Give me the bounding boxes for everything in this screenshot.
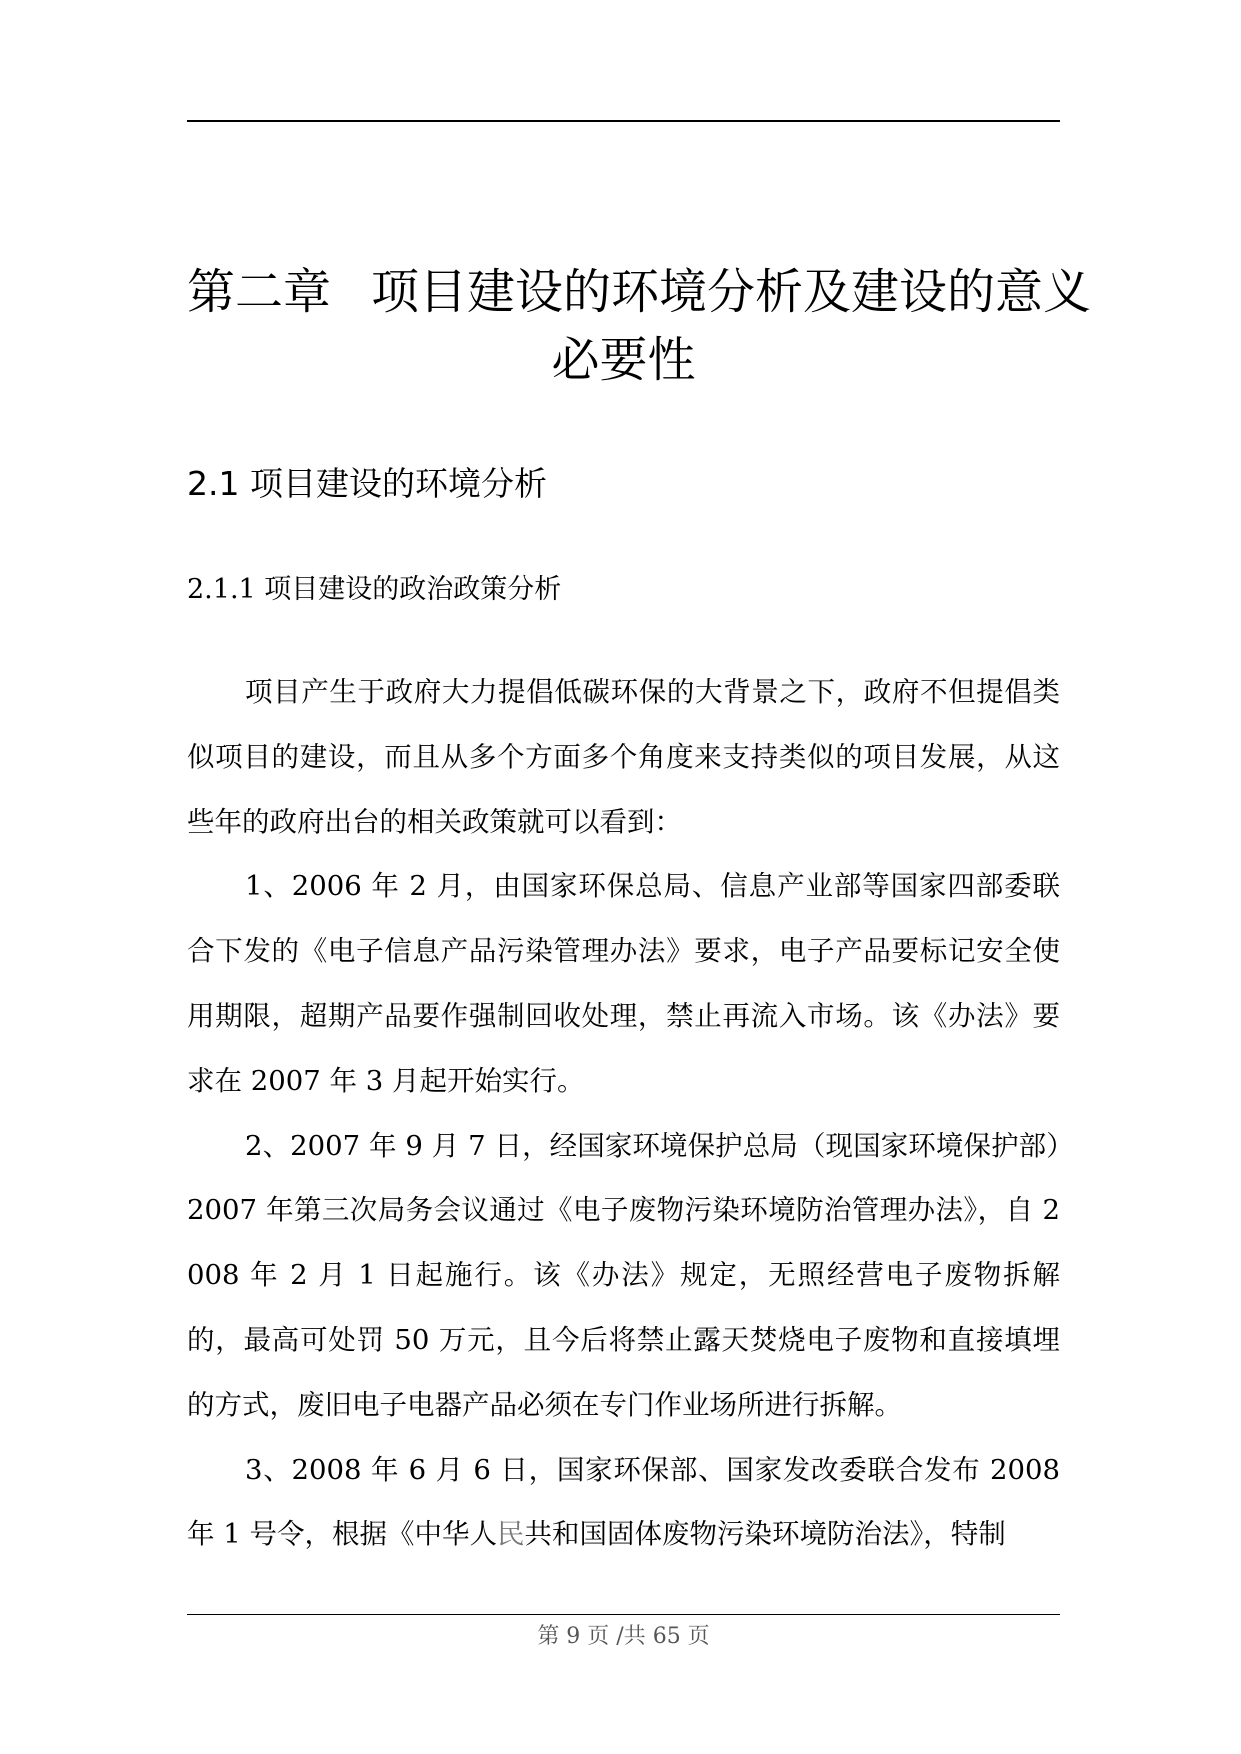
page-number-footer: 第 9 页 /共 65 页: [537, 1624, 710, 1649]
header-rule: [187, 120, 1060, 122]
chapter-title-line-1: [187, 258, 1092, 326]
footer-rule: [187, 1614, 1060, 1615]
chapter-title: [187, 258, 1092, 394]
policy-paragraph-3-text-a: 3、2008 年 6 月 6 日，国家环保部、国家发改委联合发布 2008 年 1 号令，根据《中华人: [187, 1453, 1060, 1551]
intro-paragraph: 项目产生于政府大力提倡低碳环保的大背景之下，政府不但提倡类似项目的建设，而且从多个方面多个角度来支持类似的项目发展，从这些年的政府出台的相关政策就可以看到：: [187, 676, 1060, 838]
chapter-number: 第二章: [187, 264, 332, 320]
body-text: [187, 660, 1060, 1567]
policy-paragraph-3: [187, 1438, 1060, 1568]
subsection-heading: 2.1.1 项目建设的政治政策分析: [187, 574, 562, 605]
policy-paragraph-2: 2、2007 年 9 月 7 日，经国家环境保护总局（现国家环境保护部）2007 年第三次局务会议通过《电子废物污染环境防治管理办法》，自 2008 年 2 月 1 日起施行。该《办法》规定，无照经营电子废物拆解的，最高可处罚 50 万元，且今后将禁止露天焚烧电子废物和直接填埋的方式，废旧电子电器产品必须在专门作业场所进行拆解。: [187, 1129, 1060, 1421]
policy-paragraph-1: 1、2006 年 2 月，由国家环保总局、信息产业部等国家四部委联合下发的《电子信息产品污染管理办法》要求，电子产品要标记安全使用期限，超期产品要作强制回收处理，禁止再流入市场。该《办法》要求在 2007 年 3 月起开始实行。: [187, 870, 1060, 1097]
chapter-title-line-2: 必要性: [551, 332, 696, 388]
policy-paragraph-3-text-b: 共和国固体废物污染环境防治法》，特制: [524, 1518, 1006, 1551]
policy-paragraph-3-faded-char: 民: [496, 1518, 525, 1551]
section-heading: 2.1 项目建设的环境分析: [187, 464, 547, 503]
chapter-title-text: 项目建设的环境分析及建设的意义: [371, 264, 1092, 320]
